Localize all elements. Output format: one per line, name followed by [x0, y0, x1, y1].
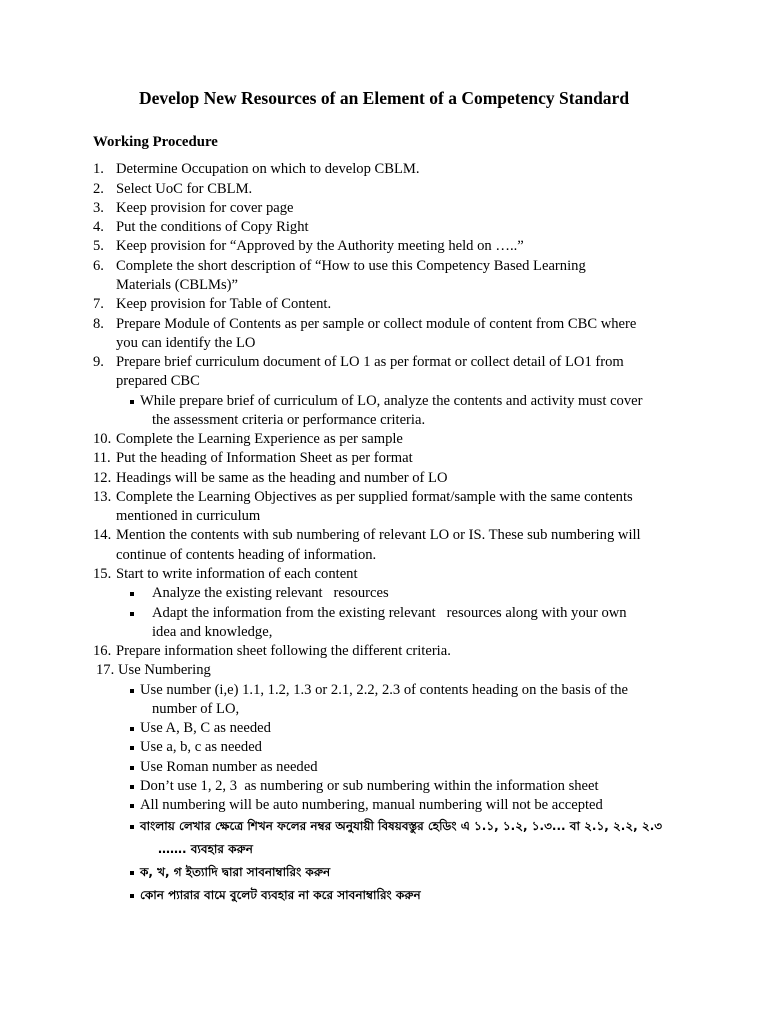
square-bullet-icon [130, 746, 134, 750]
step-text-continued: mentioned in curriculum [116, 508, 261, 525]
step-17 [0, 661, 768, 907]
bullet-text: বাংলায় লেখার ক্ষেত্রে শিখন ফলের নম্বর অনুযায়ী বিষয়বস্তুর হেডিং এ ১.১, ১.২, ১.৩... বা ২.১, ২.২, ২.৩ [140, 819, 663, 834]
bullet-text: While prepare brief of curriculum of LO, analyze the contents and activity must cover [140, 392, 643, 409]
square-bullet-icon [130, 766, 134, 770]
step-number: 12. [93, 469, 112, 486]
step-number: 3. [93, 199, 104, 216]
section-heading: Working Procedure [93, 134, 218, 150]
sub-bullet [0, 758, 768, 777]
step-number: 4. [93, 219, 104, 236]
sub-bullet [0, 392, 768, 431]
step-text: Keep provision for cover page [116, 199, 294, 216]
step-number: 17. [96, 662, 115, 679]
step-13 [0, 488, 768, 527]
bullet-text: Adapt the information from the existing relevant resources along with your own [152, 604, 627, 621]
square-bullet-icon [130, 592, 134, 596]
step-15 [0, 565, 768, 642]
square-bullet-icon [130, 689, 134, 693]
step-text: Put the conditions of Copy Right [116, 219, 309, 236]
step-text: Complete the Learning Objectives as per supplied format/sample with the same contents [116, 488, 633, 505]
step-text: Keep provision for Table of Content. [116, 296, 332, 313]
step-text: Determine Occupation on which to develop CBLM. [116, 161, 420, 178]
step-9 [0, 353, 768, 430]
bullet-text: কোন প্যারার বামে বুলেট ব্যবহার না করে সাবনাম্বারিং করুন [140, 888, 421, 903]
bullet-text-continued: ……. ব্যবহার করুন [158, 842, 253, 857]
sub-bullet-bengali [0, 861, 768, 884]
step-10 [0, 430, 768, 449]
step-text: Start to write information of each content [116, 565, 358, 582]
sub-bullet-bengali [0, 884, 768, 907]
step-1 [0, 160, 768, 179]
bullet-text-continued: number of LO, [152, 700, 240, 717]
step-number: 8. [93, 315, 104, 332]
step-6 [0, 257, 768, 296]
step-text: Keep provision for “Approved by the Authority meeting held on …..” [116, 238, 524, 255]
sub-bullet [0, 584, 768, 603]
step-number: 14. [93, 527, 112, 544]
square-bullet-icon [130, 400, 134, 404]
document-title: Develop New Resources of an Element of a Competency Standard [138, 88, 630, 108]
step-number: 11. [93, 450, 111, 467]
step-number: 16. [93, 643, 112, 660]
bullet-text: Don’t use 1, 2, 3 as numbering or sub numbering within the information sheet [140, 777, 599, 794]
step-number: 1. [93, 161, 104, 178]
step-text-continued: you can identify the LO [116, 334, 256, 351]
step-text: Put the heading of Information Sheet as per format [116, 450, 413, 467]
step-number: 5. [93, 238, 104, 255]
step-number: 13. [93, 488, 112, 505]
step-text: Prepare information sheet following the different criteria. [116, 643, 451, 660]
step-text: Complete the Learning Experience as per sample [116, 431, 403, 448]
step-text-continued: Materials (CBLMs)” [116, 276, 238, 293]
bullet-text-continued: idea and knowledge, [152, 623, 273, 640]
bullet-text: Use number (i,e) 1.1, 1.2, 1.3 or 2.1, 2.2, 2.3 of contents heading on the basis of the [140, 681, 628, 698]
sub-bullet [0, 738, 768, 757]
square-bullet-icon [130, 804, 134, 808]
bullet-text: Use Roman number as needed [140, 758, 318, 775]
step-text: Prepare brief curriculum document of LO 1 as per format or collect detail of LO1 from [116, 354, 624, 371]
sub-bullet [0, 681, 768, 720]
sub-bullet [0, 777, 768, 796]
sub-bullet [0, 796, 768, 815]
step-text-continued: continue of contents heading of information. [116, 546, 377, 563]
step-12 [0, 469, 768, 488]
step-number: 7. [93, 296, 104, 313]
sub-bullet [0, 719, 768, 738]
bullet-text: Use A, B, C as needed [140, 720, 271, 737]
bullet-text: ক, খ, গ ইত্যাদি দ্বারা সাবনাম্বারিং করুন [140, 865, 331, 880]
step-number: 6. [93, 257, 104, 274]
step-number: 2. [93, 180, 104, 197]
step-8 [0, 315, 768, 354]
step-number: 10. [93, 431, 112, 448]
step-text-continued: prepared CBC [116, 373, 200, 390]
bullet-text: All numbering will be auto numbering, manual numbering will not be accepted [140, 797, 603, 814]
step-text: Mention the contents with sub numbering of relevant LO or IS. These sub numbering will [116, 527, 641, 544]
sub-bullet-bengali [0, 815, 768, 861]
procedure-list [0, 160, 768, 907]
square-bullet-icon [130, 727, 134, 731]
step-text: Headings will be same as the heading and number of LO [116, 469, 448, 486]
step-text: Prepare Module of Contents as per sample or collect module of content from CBC where [116, 315, 637, 332]
step-5 [0, 237, 768, 256]
step-text: Use Numbering [118, 662, 211, 679]
square-bullet-icon [130, 785, 134, 789]
step-16 [0, 642, 768, 661]
square-bullet-icon [130, 825, 134, 829]
bullet-text-continued: the assessment criteria or performance criteria. [152, 411, 426, 428]
step-text: Select UoC for CBLM. [116, 180, 253, 197]
step-number: 15. [93, 565, 112, 582]
step-2 [0, 180, 768, 199]
sub-bullet [0, 604, 768, 643]
step-text: Complete the short description of “How to use this Competency Based Learning [116, 257, 586, 274]
step-4 [0, 218, 768, 237]
square-bullet-icon [130, 612, 134, 616]
step-3 [0, 199, 768, 218]
bullet-text: Analyze the existing relevant resources [152, 585, 389, 602]
step-number: 9. [93, 354, 104, 371]
step-11 [0, 449, 768, 468]
step-14 [0, 526, 768, 565]
bullet-text: Use a, b, c as needed [140, 739, 262, 756]
square-bullet-icon [130, 871, 134, 875]
square-bullet-icon [130, 894, 134, 898]
step-7 [0, 295, 768, 314]
